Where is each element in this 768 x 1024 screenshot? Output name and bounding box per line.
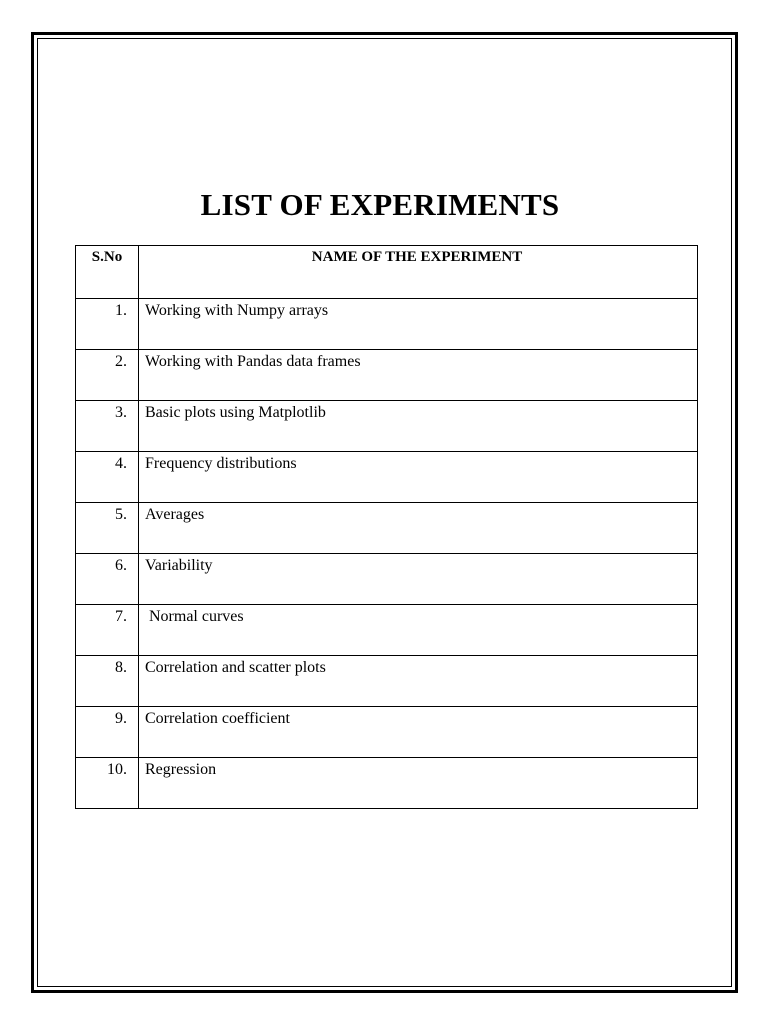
experiment-name-cell: Averages [139,503,698,554]
experiment-name-cell: Working with Pandas data frames [139,350,698,401]
serial-number-cell: 10. [76,758,139,809]
table-row [76,299,698,350]
name-column-header: NAME OF THE EXPERIMENT [139,246,698,299]
table-row [76,350,698,401]
experiment-name-cell: Correlation coefficient [139,707,698,758]
serial-number-cell: 2. [76,350,139,401]
serial-number-cell: 9. [76,707,139,758]
sno-column-header: S.No [76,246,139,299]
table-row [76,656,698,707]
experiment-name-cell: Frequency distributions [139,452,698,503]
table-row [76,605,698,656]
table-header-row [76,246,698,299]
serial-number-cell: 4. [76,452,139,503]
page-title: LIST OF EXPERIMENTS [200,187,560,222]
table-row [76,503,698,554]
serial-number-cell: 1. [76,299,139,350]
table-row [76,401,698,452]
experiment-name-cell: Variability [139,554,698,605]
experiments-table [75,245,698,809]
serial-number-cell: 7. [76,605,139,656]
serial-number-cell: 3. [76,401,139,452]
serial-number-cell: 5. [76,503,139,554]
table-row [76,707,698,758]
experiment-name-cell: Regression [139,758,698,809]
serial-number-cell: 8. [76,656,139,707]
experiment-name-cell: Basic plots using Matplotlib [139,401,698,452]
experiment-name-cell: Working with Numpy arrays [139,299,698,350]
table-row [76,758,698,809]
experiment-name-cell: Correlation and scatter plots [139,656,698,707]
table-row [76,452,698,503]
experiment-name-cell: Normal curves [139,605,698,656]
table-row [76,554,698,605]
serial-number-cell: 6. [76,554,139,605]
